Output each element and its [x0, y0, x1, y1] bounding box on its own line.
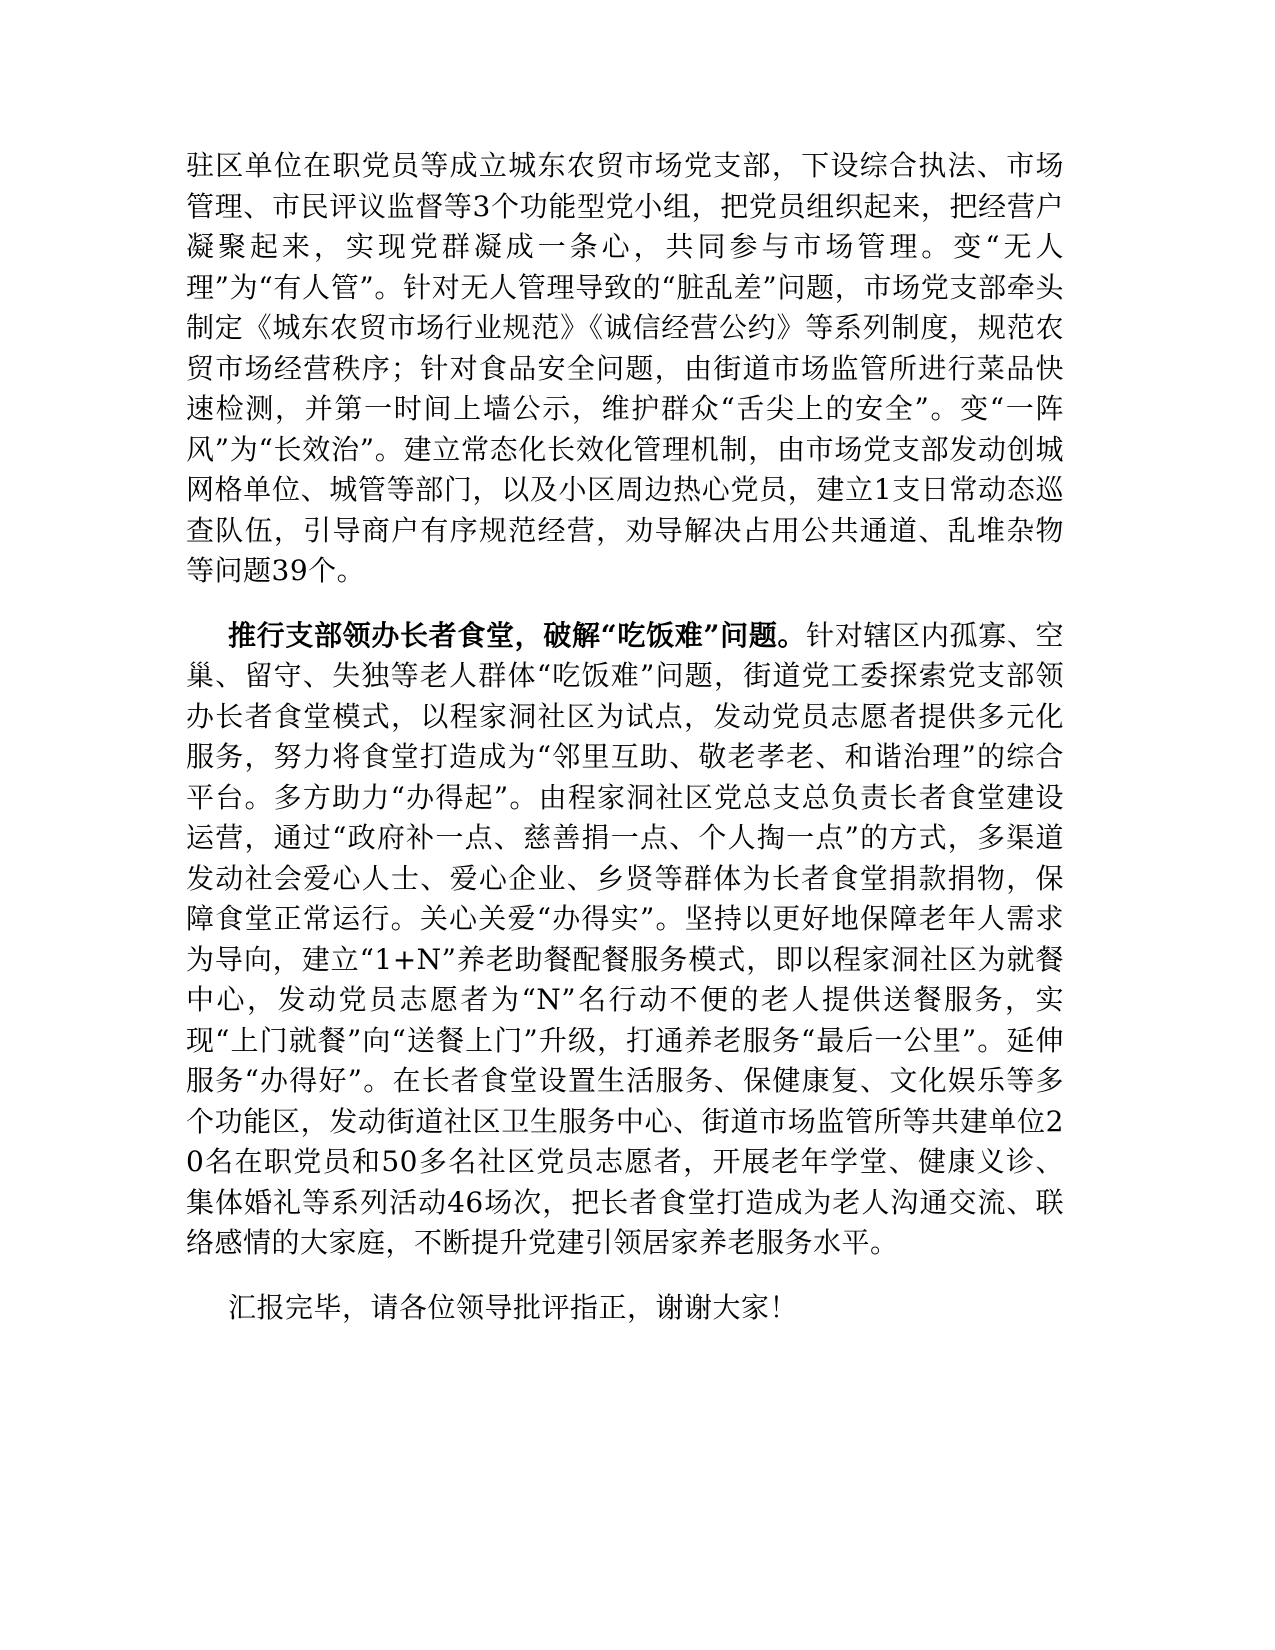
document-body: [186, 146, 1064, 1328]
paragraph-heading: 推行支部领办长者食堂，破解“吃饭难”问题。: [228, 618, 807, 652]
paragraph-text: 驻区单位在职党员等成立城东农贸市场党支部，下设综合执法、市场管理、市民评议监督等3个功能型党小组，把党员组织起来，把经营户凝聚起来，实现党群凝成一条心，共同参与市场管理。变“无人理”为“有人管”。针对无人管理导致的“脏乱差”问题，市场党支部牵头制定《城东农贸市场行业规范》《诚信经营公约》等系列制度，规范农贸市场经营秩序；针对食品安全问题，由街道市场监管所进行菜品快速检测，并第一时间上墙公示，维护群众“舌尖上的安全”。变“一阵风”为“长效治”。建立常态化长效化管理机制，由市场党支部发动创城网格单位、城管等部门，以及小区周边热心党员，建立1支日常动态巡查队伍，引导商户有序规范经营，劝导解决占用公共通道、乱堆杂物等问题39个。: [186, 149, 1064, 587]
paragraph-elder-canteen: [186, 616, 1064, 1264]
paragraph-market-governance: [186, 146, 1064, 592]
paragraph-closing: [186, 1288, 1064, 1329]
closing-remark: 汇报完毕，请各位领导批评指正，谢谢大家！: [228, 1290, 799, 1324]
paragraph-text: 针对辖区内孤寡、空巢、留守、失独等老人群体“吃饭难”问题，街道党工委探索党支部领办长者食堂模式，以程家洞社区为试点，发动党员志愿者提供多元化服务，努力将食堂打造成为“邻里互助、敬老孝老、和谐治理”的综合平台。多方助力“办得起”。由程家洞社区党总支总负责长者食堂建设运营，通过“政府补一点、慈善捐一点、个人掏一点”的方式，多渠道发动社会爱心人士、爱心企业、乡贤等群体为长者食堂捐款捐物，保障食堂正常运行。关心关爱“办得实”。坚持以更好地保障老年人需求为导向，建立“1+N”养老助餐配餐服务模式，即以程家洞社区为就餐中心，发动党员志愿者为“N”名行动不便的老人提供送餐服务，实现“上门就餐”向“送餐上门”升级，打通养老服务“最后一公里”。延伸服务“办得好”。在长者食堂设置生活服务、保健康复、文化娱乐等多个功能区，发动街道社区卫生服务中心、街道市场监管所等共建单位20名在职党员和50多名社区党员志愿者，开展老年学堂、健康义诊、集体婚礼等系列活动46场次，把长者食堂打造成为老人沟通交流、联络感情的大家庭，不断提升党建引领居家养老服务水平。: [186, 618, 1064, 1259]
